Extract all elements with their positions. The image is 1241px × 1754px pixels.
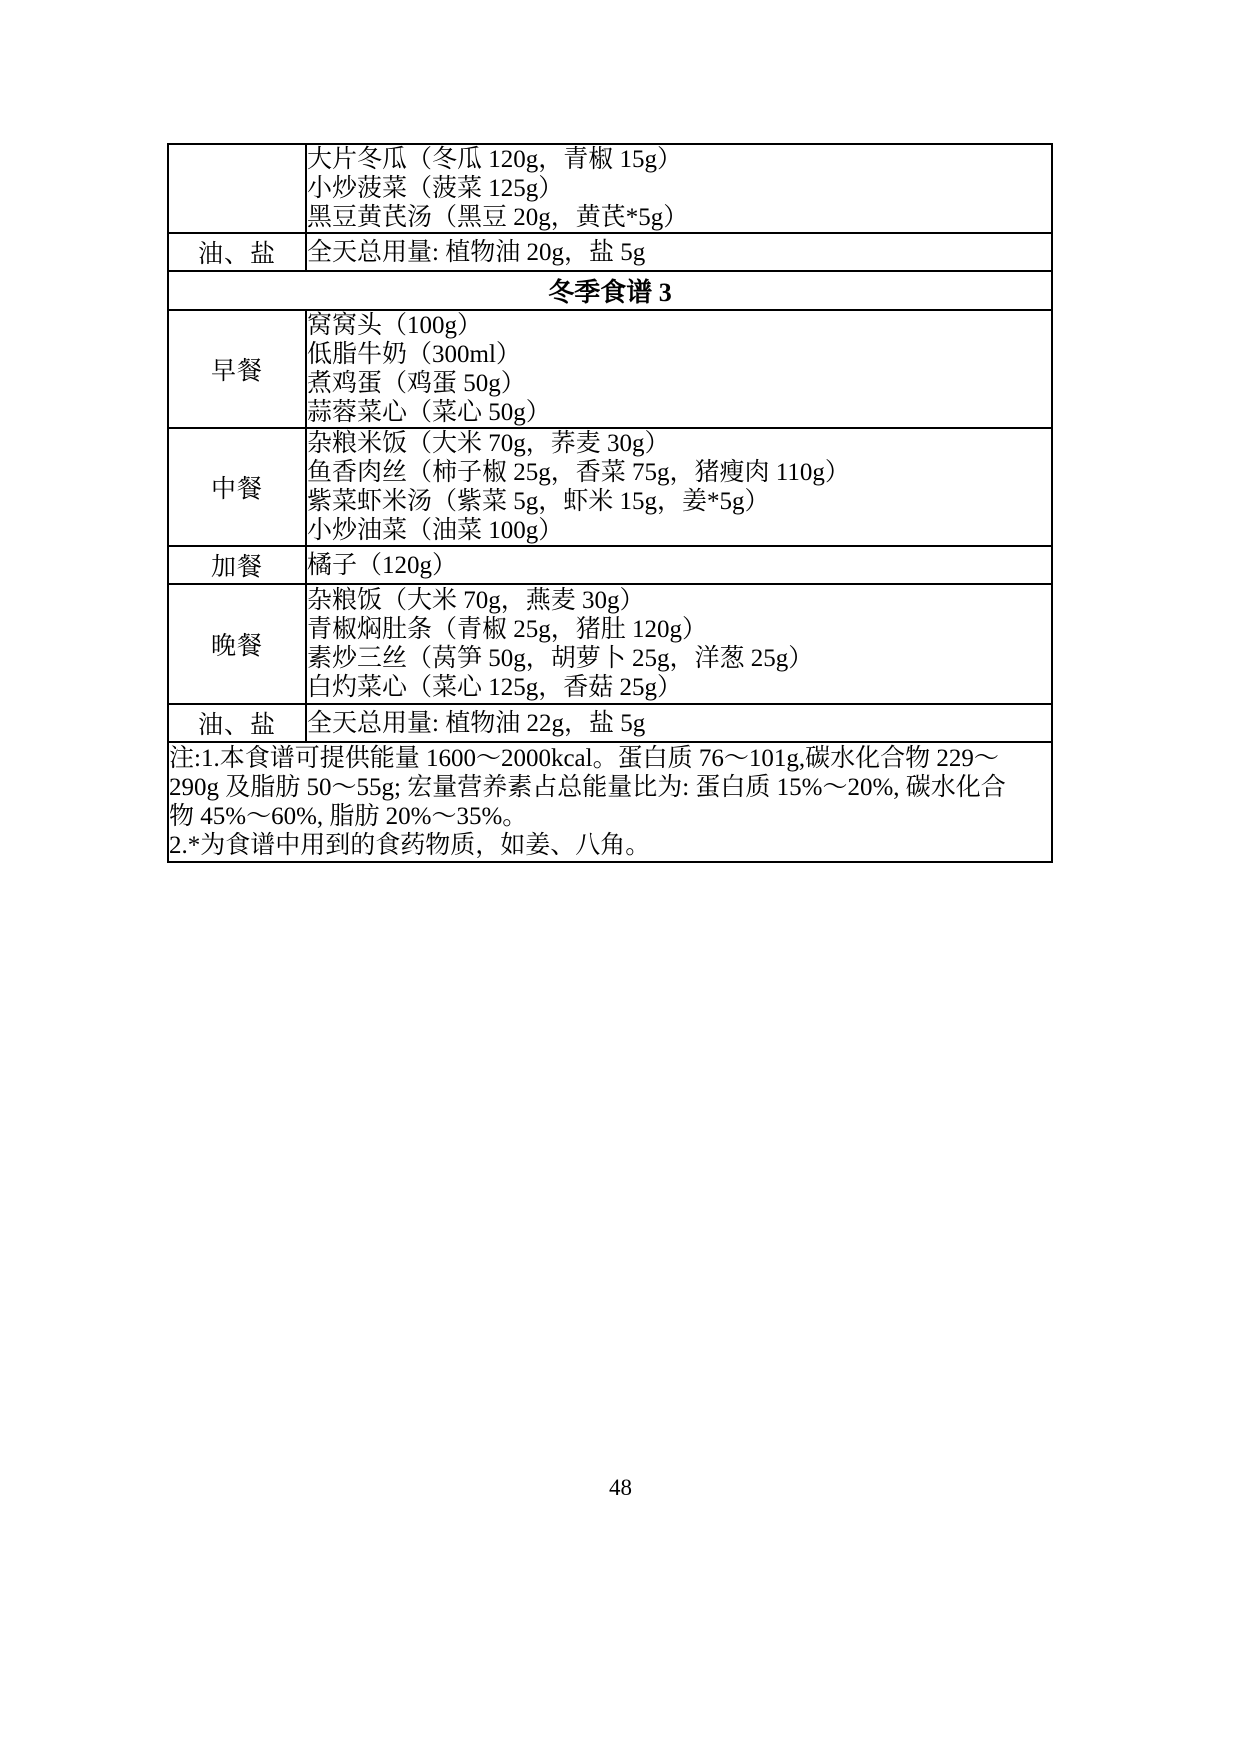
dish-cell <box>306 144 1052 233</box>
meal-label-cell <box>168 144 306 233</box>
dish-line: 小炒油菜（油菜 100g） <box>307 517 564 544</box>
dish-line: 黑豆黄芪汤（黑豆 20g，黄芪*5g） <box>307 204 689 231</box>
meal-label-cell: 加餐 <box>168 546 306 584</box>
note-line: 物 45%～60%, 脂肪 20%～35%。 <box>169 803 528 830</box>
dish-cell <box>306 546 1052 584</box>
table-row-snack <box>168 546 1052 584</box>
dish-line: 大片冬瓜（冬瓜 120g，青椒 15g） <box>307 146 683 173</box>
dish-line: 小炒菠菜（菠菜 125g） <box>307 175 564 202</box>
note-line: 2.*为食谱中用到的食药物质，如姜、八角。 <box>169 832 651 859</box>
recipe-table <box>167 143 1053 863</box>
dish-cell <box>306 233 1052 271</box>
dish-line: 杂粮饭（大米 70g，燕麦 30g） <box>307 587 645 614</box>
notes-cell <box>168 742 1052 862</box>
dish-line: 全天总用量: 植物油 22g，盐 5g <box>307 709 646 737</box>
dish-line: 青椒焖肚条（青椒 25g，猪肚 120g） <box>307 616 708 643</box>
table-row-dinner-continued <box>168 144 1052 233</box>
page-number: 48 <box>609 1475 632 1500</box>
dish-line: 蒜蓉菜心（菜心 50g） <box>307 399 551 426</box>
table-row-breakfast <box>168 310 1052 428</box>
meal-label-cell: 早餐 <box>168 310 306 428</box>
dish-line: 全天总用量: 植物油 20g，盐 5g <box>307 238 646 266</box>
table-row-notes <box>168 742 1052 862</box>
dish-line: 白灼菜心（菜心 125g，香菇 25g） <box>307 674 683 701</box>
table-row-section-header <box>168 271 1052 310</box>
dish-line: 窝窝头（100g） <box>307 312 483 339</box>
meal-label-cell: 晚餐 <box>168 584 306 704</box>
dish-cell <box>306 310 1052 428</box>
table-row-lunch <box>168 428 1052 546</box>
section-title: 冬季食谱 3 <box>168 271 1052 310</box>
dish-line: 紫菜虾米汤（紫菜 5g，虾米 15g，姜*5g） <box>307 488 770 515</box>
meal-label-cell: 油、盐 <box>168 704 306 742</box>
note-line: 注:1.本食谱可提供能量 1600～2000kcal。蛋白质 76～101g,碳水化合物 229～ <box>169 745 999 772</box>
table-row-dinner <box>168 584 1052 704</box>
dish-cell <box>306 428 1052 546</box>
note-line: 290g 及脂肪 50～55g; 宏量营养素占总能量比为: 蛋白质 15%～20%, 碳水化合 <box>169 774 1006 801</box>
meal-label-cell: 油、盐 <box>168 233 306 271</box>
meal-label-cell: 中餐 <box>168 428 306 546</box>
dish-cell <box>306 704 1052 742</box>
dish-line: 煮鸡蛋（鸡蛋 50g） <box>307 370 526 397</box>
table-row-oil-salt <box>168 233 1052 271</box>
table-row-oil-salt <box>168 704 1052 742</box>
dish-line: 鱼香肉丝（柿子椒 25g，香菜 75g，猪瘦肉 110g） <box>307 459 850 486</box>
dish-line: 低脂牛奶（300ml） <box>307 341 521 368</box>
dish-cell <box>306 584 1052 704</box>
dish-line: 杂粮米饭（大米 70g，荞麦 30g） <box>307 430 670 457</box>
dish-line: 素炒三丝（莴笋 50g，胡萝卜 25g，洋葱 25g） <box>307 645 814 672</box>
dish-line: 橘子（120g） <box>307 551 458 579</box>
